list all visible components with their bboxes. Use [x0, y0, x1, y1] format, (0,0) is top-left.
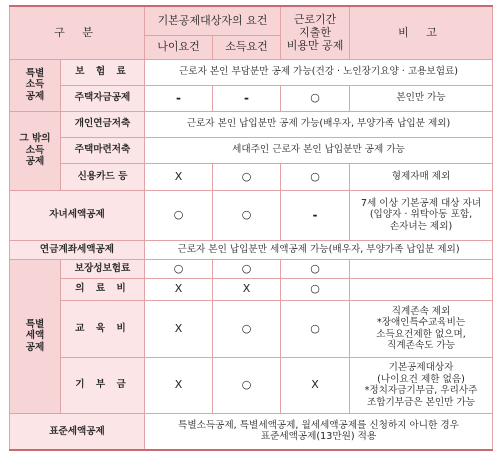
- education-income: ○: [213, 300, 281, 357]
- row-label-education: [61, 300, 145, 357]
- credit-card-remarks: 형제자매 제외: [350, 163, 493, 190]
- group-special-income: 특별 소득 공제: [10, 59, 61, 111]
- credit-card-age: X: [145, 163, 213, 190]
- education-remarks: 직계존속 제외 *장애인특수교육비는 소득요건제한 없으며, 직계존속도 가능: [350, 300, 493, 357]
- donation-income: ○: [213, 357, 281, 413]
- header-category-text: 구 분: [54, 26, 100, 40]
- medical-income: X: [213, 278, 281, 300]
- header-age: 나이요건: [145, 35, 213, 59]
- row-label-housing-saving: 주택마련저축: [61, 137, 145, 163]
- credit-card-income: ○: [213, 163, 281, 190]
- header-remarks-text: 비 고: [398, 26, 444, 40]
- housing-loan-period: ○: [281, 85, 350, 111]
- medical-age: X: [145, 278, 213, 300]
- row-label-donation-text: 기 부 금: [75, 379, 130, 391]
- standard-merged: 특별소득공제, 특별세액공제, 월세세액공제를 신청하지 아니한 경우 표준세액공제(13만원) 적용: [145, 413, 493, 450]
- education-age: X: [145, 300, 213, 357]
- donation-period: X: [281, 357, 350, 413]
- row-label-donation: [61, 357, 145, 413]
- insurance-merged: 근로자 본인 부담분만 공제 가능(건강 · 노인장기요양 · 고용보험료): [145, 59, 493, 85]
- child-credit-period: -: [281, 190, 350, 240]
- medical-period: ○: [281, 278, 350, 300]
- header-income: 소득요건: [213, 35, 281, 59]
- group-other-income: 그 밖의 소득 공제: [10, 111, 61, 190]
- housing-loan-income: -: [213, 85, 281, 111]
- education-period: ○: [281, 300, 350, 357]
- protect-insurance-remarks: [350, 259, 493, 278]
- medical-remarks: [350, 278, 493, 300]
- pension-saving-merged: 근로자 본인 납입분만 공제 가능(배우자, 부양가족 납입분 제외): [145, 111, 493, 137]
- donation-remarks: 기본공제대상자 (나이요건 제한 없음) *정치자금기부금, 우리사주 조합기부금은 본인만 가능: [350, 357, 493, 413]
- protect-insurance-income: ○: [213, 259, 281, 278]
- row-label-medical: [61, 278, 145, 300]
- header-employment-period: 근로기간 지출한 비용만 공제: [281, 6, 350, 59]
- credit-card-period: ○: [281, 163, 350, 190]
- row-label-insurance-text: 보 험 료: [75, 66, 130, 78]
- row-label-pension-saving: 개인연금저축: [61, 111, 145, 137]
- group-special-tax: 특별 세액 공제: [10, 259, 61, 413]
- header-remarks: [350, 6, 493, 59]
- child-credit-remarks: 7세 이상 기본공제 대상 자녀 (입양자 · 위탁아동 포함, 손자녀는 제외): [350, 190, 493, 240]
- row-label-protect-insurance: 보장성보험료: [61, 259, 145, 278]
- row-label-pension-account: 연금계좌세액공제: [10, 240, 145, 259]
- housing-loan-remarks: 본인만 가능: [350, 85, 493, 111]
- housing-loan-age: -: [145, 85, 213, 111]
- row-label-child-credit: 자녀세액공제: [10, 190, 145, 240]
- row-label-education-text: 교 육 비: [75, 322, 130, 334]
- housing-saving-merged: 세대주인 근로자 본인 납입분만 공제 가능: [145, 137, 493, 163]
- header-category: [10, 6, 145, 59]
- protect-insurance-period: ○: [281, 259, 350, 278]
- child-credit-income: ○: [213, 190, 281, 240]
- pension-account-merged: 근로자 본인 납입분만 세액공제 가능(배우자, 부양가족 납입분 제외): [145, 240, 493, 259]
- donation-age: X: [145, 357, 213, 413]
- row-label-credit-card: 신용카드 등: [61, 163, 145, 190]
- protect-insurance-age: ○: [145, 259, 213, 278]
- row-label-standard: 표준세액공제: [10, 413, 145, 450]
- row-label-medical-text: 의 료 비: [75, 283, 130, 295]
- header-requirement-group: 기본공제대상자의 요건: [145, 6, 281, 35]
- child-credit-age: ○: [145, 190, 213, 240]
- deduction-table: [9, 5, 493, 451]
- row-label-housing-loan: 주택자금공제: [61, 85, 145, 111]
- row-label-insurance: [61, 59, 145, 85]
